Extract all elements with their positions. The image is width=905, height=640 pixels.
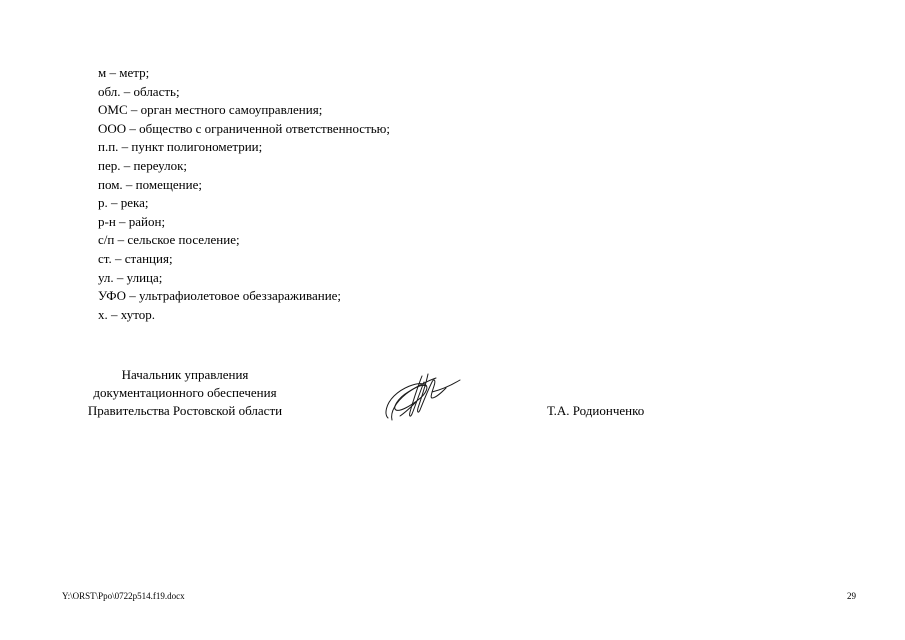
abbreviation-item: ОМС – орган местного самоуправления; [98, 102, 323, 118]
signatory-position [40, 366, 330, 420]
abbreviation-item: пом. – помещение; [98, 176, 202, 192]
abbreviation-item: пер. – переулок; [98, 157, 187, 173]
position-line: Начальник управления [121, 367, 249, 382]
footer-file-path: Y:\ORST\Ppo\0722p514.f19.docx [62, 591, 185, 601]
position-line: документационного обеспечения [93, 385, 277, 400]
abbreviation-item: обл. – область; [98, 83, 180, 99]
abbreviation-item: х. – хутор. [98, 306, 156, 322]
abbreviation-item: ст. – станция; [98, 250, 173, 266]
abbreviation-item: п.п. – пункт полигонометрии; [98, 139, 263, 155]
handwritten-signature [382, 368, 464, 424]
abbreviation-list [98, 64, 390, 324]
abbreviation-item: м – метр; [98, 65, 150, 80]
abbreviation-item: р-н – район; [98, 213, 166, 229]
signer-name: Т.А. Родионченко [547, 403, 645, 418]
abbreviation-item: ул. – улица; [98, 269, 163, 285]
abbreviation-item: УФО – ультрафиолетовое обеззараживание; [98, 288, 342, 304]
page-number: 29 [847, 591, 856, 601]
abbreviation-item: ООО – общество с ограниченной ответственностью; [98, 120, 391, 136]
abbreviation-item: с/п – сельское поселение; [98, 232, 240, 248]
position-line: Правительства Ростовской области [87, 403, 283, 418]
abbreviation-item: р. – река; [98, 195, 149, 211]
